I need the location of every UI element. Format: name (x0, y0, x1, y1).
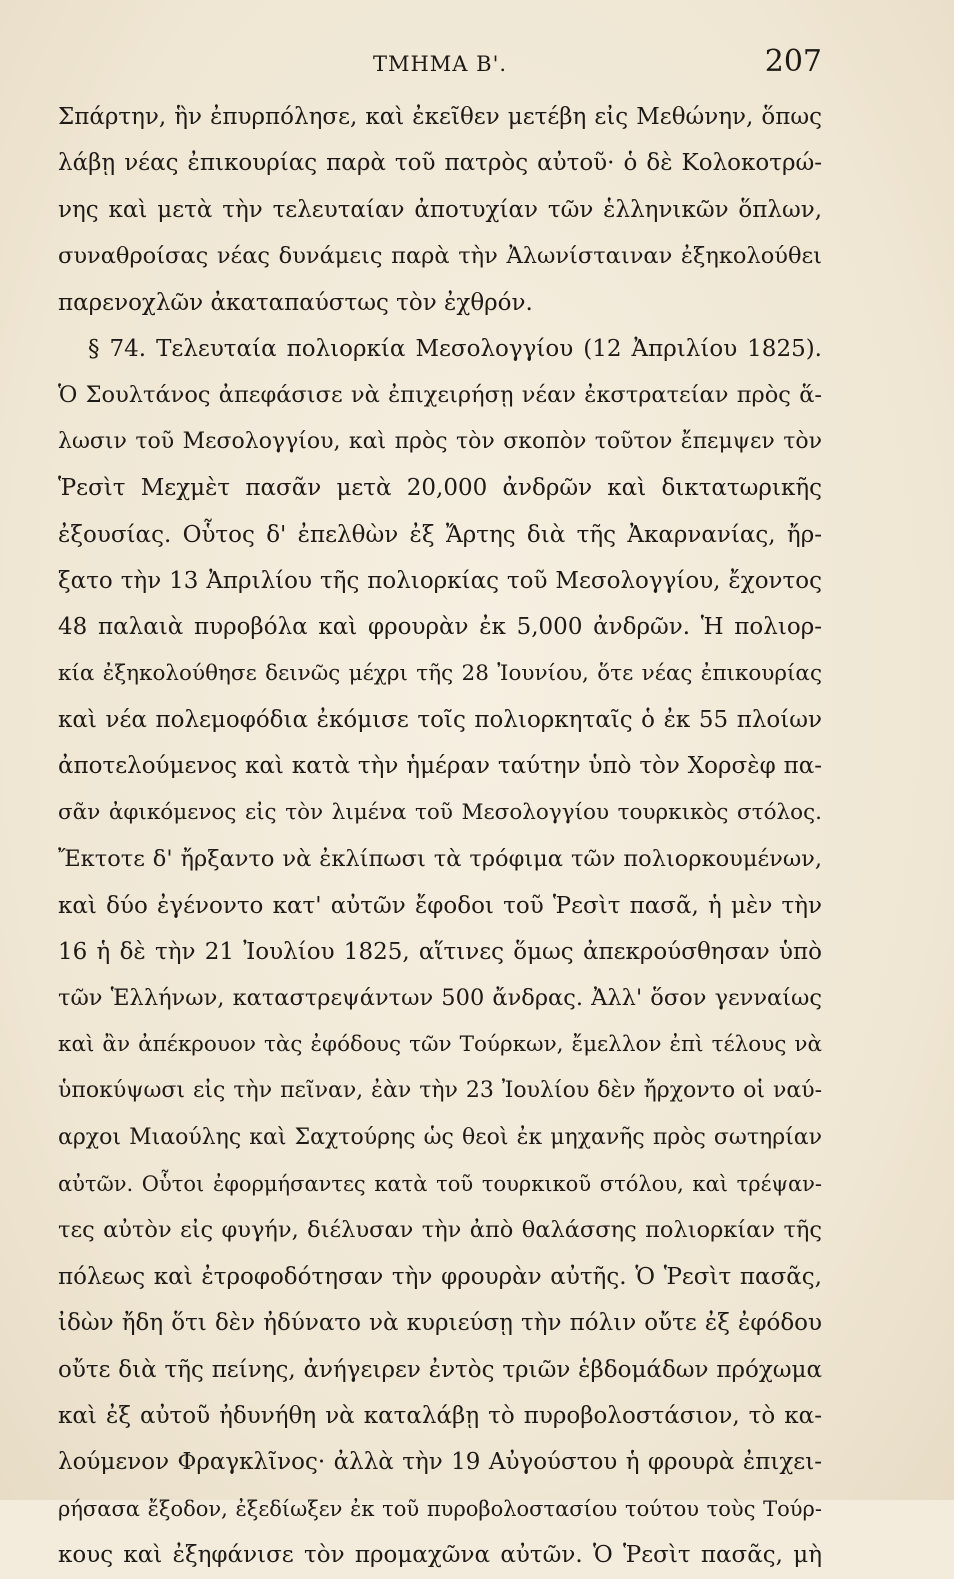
text-line: Σπάρτην, ἣν ἐπυρπόλησε, καὶ ἐκεῖθεν μετέβη εἰς Μεθώνην, ὅπως (58, 104, 822, 130)
text-line: ἐξουσίας. Οὗτος δ' ἐπελθὼν ἐξ Ἄρτης διὰ τῆς Ἀκαρνανίας, ἤρ- (58, 521, 822, 548)
text-line: τες αὐτὸν εἰς φυγήν, διέλυσαν τὴν ἀπὸ θαλάσσης πολιορκίαν τῆς (58, 1217, 822, 1244)
text-line: παρενοχλῶν ἀκαταπαύστως τὸν ἐχθρόν. (58, 289, 533, 316)
text-line: ἀποτελούμενος καὶ κατὰ τὴν ἡμέραν ταύτην ὑπὸ τὸν Χορσὲφ πα- (58, 753, 822, 780)
section-title: ΤΜΗΜΑ Β'. (372, 52, 508, 76)
text-line: καὶ ἂν ἀπέκρουον τὰς ἐφόδους τῶν Τούρκων, ἔμελλον ἐπὶ τέλους νὰ (58, 1031, 822, 1057)
text-line: καὶ δύο ἐγένοντο κατ' αὐτῶν ἔφοδοι τοῦ Ῥεσὶτ πασᾶ, ἡ μὲν τὴν (58, 892, 822, 919)
text-line: λάβῃ νέας ἐπικουρίας παρὰ τοῦ πατρὸς αὐτοῦ· ὁ δὲ Κολοκοτρώ- (58, 150, 822, 177)
text-line: ὑποκύψωσι εἰς τὴν πεῖναν, ἐὰν τὴν 23 Ἰουλίου δὲν ἤρχοντο οἱ ναύ- (58, 1078, 822, 1104)
text-line: οὔτε διὰ τῆς πείνης, ἀνήγειρεν ἐντὸς τριῶν ἑβδομάδων πρόχωμα (58, 1356, 822, 1383)
text-line: κους καὶ ἐξηφάνισε τὸν προμαχῶνα αὐτῶν. Ὁ Ῥεσὶτ πασᾶς, μὴ (58, 1542, 822, 1569)
text-line: ξατο τὴν 13 Ἀπριλίου τῆς πολιορκίας τοῦ Μεσολογγίου, ἔχοντος (58, 567, 822, 594)
text-line: λωσιν τοῦ Μεσολογγίου, καὶ πρὸς τὸν σκοπὸν τοῦτον ἔπεμψεν τὸν (58, 428, 822, 454)
text-line: Ἔκτοτε δ' ἤρξαντο νὰ ἐκλίπωσι τὰ τρόφιμα τῶν πολιορκουμένων, (58, 846, 822, 873)
text-line: νης καὶ μετὰ τὴν τελευταίαν ἀποτυχίαν τῶν ἑλληνικῶν ὅπλων, (58, 196, 822, 223)
text-line: συναθροίσας νέας δυνάμεις παρὰ τὴν Ἀλωνίσταιναν ἐξηκολούθει (58, 243, 822, 270)
text-line: τῶν Ἑλλήνων, καταστρεψάντων 500 ἄνδρας. Ἀλλ' ὅσον γενναίως (58, 985, 822, 1012)
text-line: 48 παλαιὰ πυροβόλα καὶ φρουρὰν ἐκ 5,000 ἀνδρῶν. Ἡ πολιορ- (58, 614, 822, 641)
text-line: πόλεως καὶ ἐτροφοδότησαν τὴν φρουρὰν αὐτῆς. Ὁ Ῥεσὶτ πασᾶς, (58, 1263, 822, 1290)
text-line: κία ἐξηκολούθησε δεινῶς μέχρι τῆς 28 Ἰουνίου, ὅτε νέας ἐπικουρίας (58, 660, 822, 686)
text-line: Ὁ Σουλτάνος ἀπεφάσισε νὰ ἐπιχειρήσῃ νέαν ἐκστρατείαν πρὸς ἅ- (58, 382, 822, 409)
text-line: λούμενον Φραγκλῖνος· ἀλλὰ τὴν 19 Αὐγούστου ἡ φρουρὰ ἐπιχει- (58, 1449, 822, 1476)
text-line: καὶ νέα πολεμοφόδια ἐκόμισε τοῖς πολιορκηταῖς ὁ ἐκ 55 πλοίων (58, 707, 822, 734)
text-line: ρήσασα ἔξοδον, ἐξεδίωξεν ἐκ τοῦ πυροβολοστασίου τούτου τοὺς Τούρ- (58, 1496, 822, 1521)
text-line: καὶ ἐξ αὐτοῦ ἠδυνήθη νὰ καταλάβῃ τὸ πυροβολοστάσιον, τὸ κα- (58, 1402, 822, 1429)
text-line: αὐτῶν. Οὗτοι ἐφορμήσαντες κατὰ τοῦ τουρκικοῦ στόλου, καὶ τρέψαν- (58, 1171, 822, 1196)
text-line: ἰδὼν ἤδη ὅτι δὲν ἠδύνατο νὰ κυριεύσῃ τὴν πόλιν οὔτε ἐξ ἐφόδου (58, 1310, 822, 1337)
text-line: αρχοι Μιαούλης καὶ Σαχτούρης ὡς θεοὶ ἐκ μηχανῆς πρὸς σωτηρίαν (58, 1124, 822, 1150)
text-line: 16 ἡ δὲ τὴν 21 Ἰουλίου 1825, αἵτινες ὅμως ἀπεκρούσθησαν ὑπὸ (58, 939, 822, 966)
text-line: σᾶν ἀφικόμενος εἰς τὸν λιμένα τοῦ Μεσολογγίου τουρκικὸς στόλος. (58, 799, 822, 825)
page-number: 207 (764, 44, 822, 79)
section-heading: § 74. Τελευταία πολιορκία Μεσολογγίου (12 Ἀπριλίου 1825). (88, 335, 822, 362)
text-line: Ῥεσὶτ Μεχμὲτ πασᾶν μετὰ 20,000 ἀνδρῶν καὶ δικτατωρικῆς (58, 475, 822, 502)
running-head (58, 44, 822, 94)
body-text (58, 94, 822, 1579)
